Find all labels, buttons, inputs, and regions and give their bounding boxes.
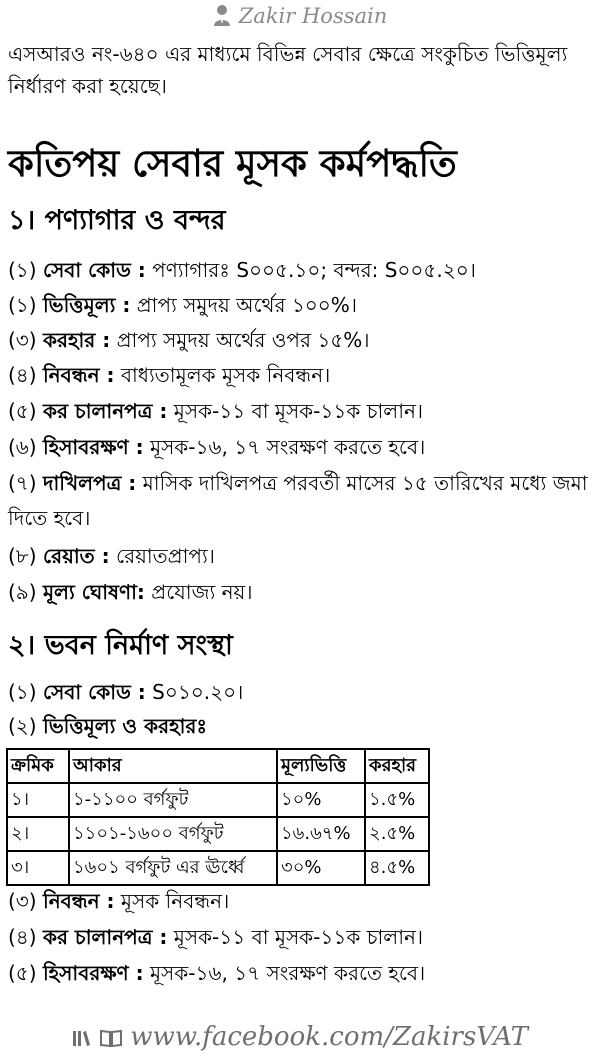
cell-size: ১৬০১ বর্গফুট এর ঊর্ধ্বে [69,851,277,885]
s2-registration: (৩) নিবন্ধন : মূসক নিবন্ধন। [8,889,230,913]
page-header [0,4,600,34]
cell-rate: ১.৫% [365,783,429,817]
cell-rate: ৪.৫% [365,851,429,885]
s1-tax-rate: (৩) করহার : প্রাপ্য সমুদয় অর্থের ওপর ১৫%। [8,328,370,352]
section-2-heading: ২। ভবন নির্মাণ সংস্থা [8,630,233,661]
s1-bookkeeping: (৬) হিসাবরক্ষণ : মূসক-১৬, ১৭ সংরক্ষণ করতে হবে। [8,435,426,459]
s1-return-filing: (৭) দাখিলপত্র : মাসিক দাখিলপত্র পরবর্তী মাসের ১৫ তারিখের মধ্যে জমা দিতে হবে। [8,471,588,530]
s2-service-code: (১) সেবা কোড : S০১০.২০। [8,680,244,704]
author-name: Zakir Hossain [238,4,388,28]
cell-rate: ২.৫% [365,817,429,851]
s1-base-value: (১) ভিত্তিমূল্য : প্রাপ্য সমুদয় অর্থের ১০০%। [8,293,357,317]
cell-serial: ১। [7,783,69,817]
book-icon [100,1025,122,1055]
person-icon [213,4,231,31]
library-icon [72,1025,100,1055]
cell-size: ১১০১-১৬০০ বর্গফুট [69,817,277,851]
s1-price-declaration: (৯) মূল্য ঘোষণা: প্রযোজ্য নয়। [8,580,253,604]
table-row [7,817,429,851]
cell-serial: ২। [7,817,69,851]
intro-paragraph: এসআরও নং-৬৪০ এর মাধ্যমে বিভিন্ন সেবার ক্ষেত্রে সংকুচিত ভিত্তিমূল্য নির্ধারণ করা হয়েছে। [8,42,568,98]
s1-rebate: (৮) রেয়াত : রেয়াতপ্রাপ্য। [8,544,215,568]
s2-tax-challan: (৪) কর চালানপত্র : মূসক-১১ বা মূসক-১১ক চালান। [8,925,424,949]
cell-base: ৩০% [277,851,365,885]
cell-base: ১৬.৬৭% [277,817,365,851]
cell-serial: ৩। [7,851,69,885]
s1-service-code: (১) সেবা কোড : পণ্যাগারঃ S০০৫.১০; বন্দর: S০০৫.২০। [8,258,476,282]
cell-base: ১০% [277,783,365,817]
header-serial: ক্রমিক [7,749,69,783]
cell-size: ১-১১০০ বর্গফুট [69,783,277,817]
rates-table [6,748,430,886]
page-footer [0,1022,600,1056]
page-title: কতিপয় সেবার মূসক কর্মপদ্ধতি [8,142,457,185]
section-1-heading: ১। পণ্যাগার ও বন্দর [8,205,226,236]
header-base: মূল্যভিত্তি [277,749,365,783]
header-rate: করহার [365,749,429,783]
table-header-row [7,749,429,783]
s1-registration: (৪) নিবন্ধন : বাধ্যতামূলক মূসক নিবন্ধন। [8,363,331,387]
table-row [7,851,429,885]
table-row [7,783,429,817]
header-size: আকার [69,749,277,783]
s2-bookkeeping: (৫) হিসাবরক্ষণ : মূসক-১৬, ১৭ সংরক্ষণ করতে হবে। [8,961,426,985]
s2-base-and-rate: (২) ভিত্তিমূল্য ও করহারঃ [8,714,208,738]
facebook-link[interactable]: www.facebook.com/ZakirsVAT [130,1022,528,1052]
s1-tax-challan: (৫) কর চালানপত্র : মূসক-১১ বা মূসক-১১ক চালান। [8,399,424,423]
